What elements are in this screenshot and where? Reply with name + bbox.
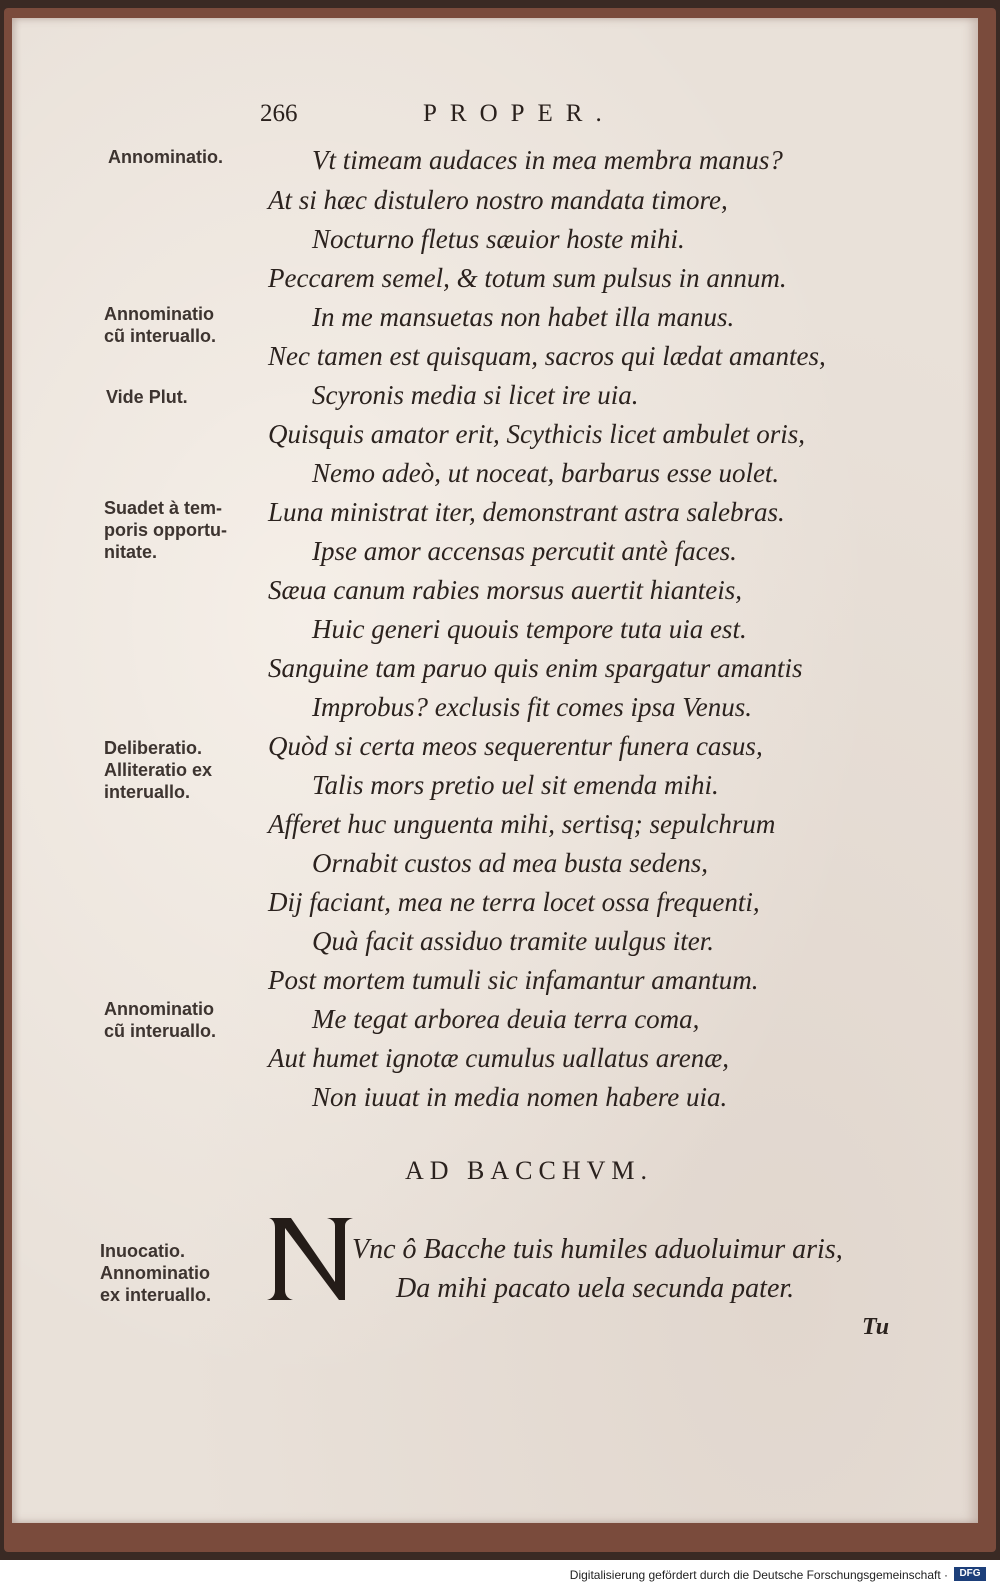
marginal-note-line: nitate.	[104, 542, 158, 562]
verse-line: Improbus? exclusis fit comes ipsa Venus.	[312, 692, 752, 722]
marginal-note-line: Annominatio	[104, 304, 214, 324]
marginal-note-line: Annominatio.	[108, 147, 223, 167]
verse-line: Sanguine tam paruo quis enim spargatur amantis	[268, 653, 803, 683]
marginal-note-line: Annominatio	[104, 999, 214, 1019]
verse-line: Da mihi pacato uela secunda pater.	[396, 1273, 795, 1304]
page-number: 266	[260, 100, 298, 127]
marginal-note	[104, 998, 216, 1042]
verse-line: Talis mors pretio uel sit emenda mihi.	[312, 770, 719, 800]
verse-line: Afferet huc unguenta mihi, sertisq; sepulchrum	[268, 809, 776, 839]
verse-line: At si hæc distulero nostro mandata timore,	[268, 185, 728, 215]
dfg-logo: DFG	[954, 1567, 986, 1581]
verse-line: Non iuuat in media nomen habere uia.	[312, 1082, 728, 1112]
marginal-note-line: Annominatio	[100, 1263, 210, 1283]
verse-line: Luna ministrat iter, demonstrant astra salebras.	[268, 497, 785, 527]
marginal-note	[104, 497, 227, 563]
section-title: AD BACCHVM.	[405, 1156, 654, 1185]
verse-line: Nec tamen est quisquam, sacros qui lædat amantes,	[268, 341, 826, 371]
drop-cap-initial	[265, 1212, 357, 1304]
marginal-note-line: cũ interuallo.	[104, 326, 217, 346]
verse-line: Scyronis media si licet ire uia.	[312, 380, 639, 410]
verse-line: Dij faciant, mea ne terra locet ossa frequenti,	[268, 887, 760, 917]
marginal-note-line: cũ interuallo.	[104, 1021, 217, 1041]
verse-line: Nocturno fletus sæuior hoste mihi.	[312, 224, 685, 254]
verse-line: Nemo adeò, ut noceat, barbarus esse uolet.	[312, 458, 780, 488]
verse-line: In me mansuetas non habet illa manus.	[312, 302, 735, 332]
verse-line: Quisquis amator erit, Scythicis licet ambulet oris,	[268, 419, 805, 449]
verse-line: Quà facit assiduo tramite uulgus iter.	[312, 926, 715, 956]
verse-line: Sæua canum rabies morsus auertit hianteis,	[268, 575, 743, 605]
verse-line: Vnc ô Bacche tuis humiles aduoluimur aris,	[352, 1234, 843, 1265]
verse-line: Huic generi quouis tempore tuta uia est.	[312, 614, 747, 644]
running-title: PROPER.	[423, 100, 615, 127]
marginal-note	[104, 303, 216, 347]
verse-line: Ipse amor accensas percutit antè faces.	[312, 536, 737, 566]
marginal-note	[108, 146, 223, 168]
marginal-note	[106, 386, 188, 408]
verse-line: Vt timeam audaces in mea membra manus?	[312, 145, 783, 175]
marginal-note-line: Vide Plut.	[106, 387, 188, 407]
marginal-note-line: Deliberatio.	[104, 738, 203, 758]
marginal-note-line: Suadet à tem-	[104, 498, 223, 518]
catchword: Tu	[862, 1314, 890, 1340]
marginal-note	[104, 737, 212, 803]
verse-line: Quòd si certa meos sequerentur funera casus,	[268, 731, 763, 761]
marginal-note-line: Alliteratio ex	[104, 760, 213, 780]
marginal-note-line: interuallo.	[104, 782, 191, 802]
digitization-credit: Digitalisierung gefördert durch die Deutsche Forschungsgemeinschaft ·	[569, 1568, 948, 1582]
marginal-note-line: ex interuallo.	[100, 1285, 212, 1305]
marginal-note-line: Inuocatio.	[100, 1241, 185, 1261]
verse-line: Ornabit custos ad mea busta sedens,	[312, 848, 708, 878]
verse-line: Aut humet ignotæ cumulus uallatus arenæ,	[268, 1043, 729, 1073]
verse-line: Peccarem semel, & totum sum pulsus in annum.	[268, 263, 787, 293]
marginal-note	[100, 1240, 211, 1306]
footer-bar	[0, 1560, 1000, 1590]
verse-line: Me tegat arborea deuia terra coma,	[312, 1004, 700, 1034]
verse-line: Post mortem tumuli sic infamantur amantum.	[268, 965, 759, 995]
marginal-note-line: poris opportu-	[104, 520, 227, 540]
drop-cap-n-icon	[265, 1212, 357, 1304]
